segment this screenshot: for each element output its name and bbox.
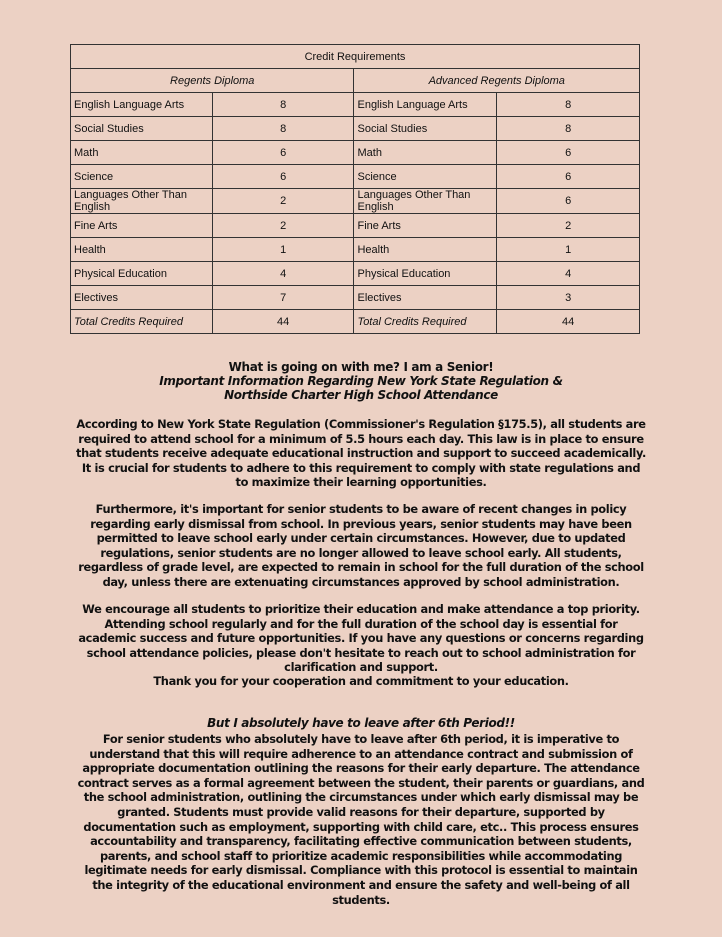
left-subject: Electives (71, 286, 213, 310)
right-subject: Health (354, 238, 497, 262)
left-subject: Fine Arts (71, 214, 213, 238)
table-row (71, 165, 640, 189)
left-credits: 7 (212, 286, 354, 310)
left-credits: 2 (212, 214, 354, 238)
early-dismissal-paragraph: Furthermore, it's important for senior students to be aware of recent changes in policy regarding early dismissal from school. In previous years, senior students may have been permitted to leave school early under certain circumstances. However, due to updated regulations, senior students are no longer allowed to leave school early. All students, regardless of grade level, are expected to remain in school for the full duration of the school day, unless there are extenuating circumstances approved by school administration. (78, 502, 644, 589)
encouragement-paragraph: We encourage all students to prioritize their education and make attendance a top priority. Attending school regularly and for the full duration of the school day is essential for academic success and future opportunities. If you have any questions or concerns regarding school attendance policies, please don't hesitate to reach out to school administration for clarification and support. (78, 602, 644, 675)
right-subject: English Language Arts (354, 93, 497, 117)
right-total-label: Total Credits Required (354, 310, 497, 334)
right-credits: 6 (497, 141, 640, 165)
table-row (71, 238, 640, 262)
attendance-subheading: Northside Charter High School Attendance (224, 388, 498, 403)
left-credits: 1 (212, 238, 354, 262)
table-row (71, 189, 640, 214)
right-subject: Electives (354, 286, 497, 310)
right-credits: 1 (497, 238, 640, 262)
left-credits: 2 (212, 189, 354, 214)
left-credits: 8 (212, 117, 354, 141)
table-row (71, 262, 640, 286)
regulation-subheading: Important Information Regarding New York State Regulation & (159, 374, 563, 389)
left-subject: English Language Arts (71, 93, 213, 117)
right-credits: 6 (497, 189, 640, 214)
right-subject: Math (354, 141, 497, 165)
right-credits: 6 (497, 165, 640, 189)
left-subject: Physical Education (71, 262, 213, 286)
attendance-contract-paragraph: For senior students who absolutely have to leave after 6th period, it is imperative to understand that this will require adherence to an attendance contract and submission of appropriate documentation outlining the reasons for their early departure. The attendance contract serves as a formal agreement between the student, their parents or guardians, and the school administration, outlining the circumstances under which early dismissal may be granted. Students must provide valid reasons for their departure, supported by documentation such as employment, supporting with child care, etc.. This process ensures accountability and transparency, facilitating effective communication between students, parents, and school staff to prioritize academic responsibilities while accommodating legitimate needs for early dismissal. Compliance with this protocol is essential to maintain the integrity of the educational environment and ensure the safety and well-being of all students. (77, 732, 645, 907)
table-title: Credit Requirements (71, 45, 640, 69)
advanced-regents-diploma-header: Advanced Regents Diploma (354, 69, 640, 93)
right-credits: 8 (497, 117, 640, 141)
right-credits: 2 (497, 214, 640, 238)
left-credits: 4 (212, 262, 354, 286)
table-row (71, 141, 640, 165)
total-row (71, 310, 640, 334)
right-total-credits: 44 (497, 310, 640, 334)
left-subject: Social Studies (71, 117, 213, 141)
right-credits: 8 (497, 93, 640, 117)
left-subject: Math (71, 141, 213, 165)
table-row (71, 286, 640, 310)
left-subject: Science (71, 165, 213, 189)
left-subject: Languages Other Than English (71, 189, 213, 214)
right-subject: Physical Education (354, 262, 497, 286)
leave-after-6th-heading: But I absolutely have to leave after 6th Period!! (207, 716, 515, 730)
thank-you-paragraph: Thank you for your cooperation and commitment to your education. (153, 674, 569, 688)
table-row (71, 117, 640, 141)
senior-heading-block (74, 360, 648, 403)
regulation-paragraph: According to New York State Regulation (Commissioner's Regulation §175.5), all students are required to attend school for a minimum of 5.5 hours each day. This law is in place to ensure that students receive adequate educational instruction and support to succeed academically. It is crucial for students to adhere to this requirement to comply with state regulations and to maximize their learning opportunities. (76, 417, 646, 490)
right-subject: Science (354, 165, 497, 189)
left-total-credits: 44 (212, 310, 354, 334)
right-subject: Fine Arts (354, 214, 497, 238)
left-subject: Health (71, 238, 213, 262)
left-total-label: Total Credits Required (71, 310, 213, 334)
table-row (71, 214, 640, 238)
right-credits: 3 (497, 286, 640, 310)
left-credits: 8 (212, 93, 354, 117)
table-row (71, 93, 640, 117)
senior-heading: What is going on with me? I am a Senior! (228, 360, 494, 374)
left-credits: 6 (212, 165, 354, 189)
credit-requirements-table (70, 44, 640, 334)
right-credits: 4 (497, 262, 640, 286)
right-subject: Languages Other Than English (354, 189, 497, 214)
right-subject: Social Studies (354, 117, 497, 141)
regents-diploma-header: Regents Diploma (71, 69, 354, 93)
left-credits: 6 (212, 141, 354, 165)
